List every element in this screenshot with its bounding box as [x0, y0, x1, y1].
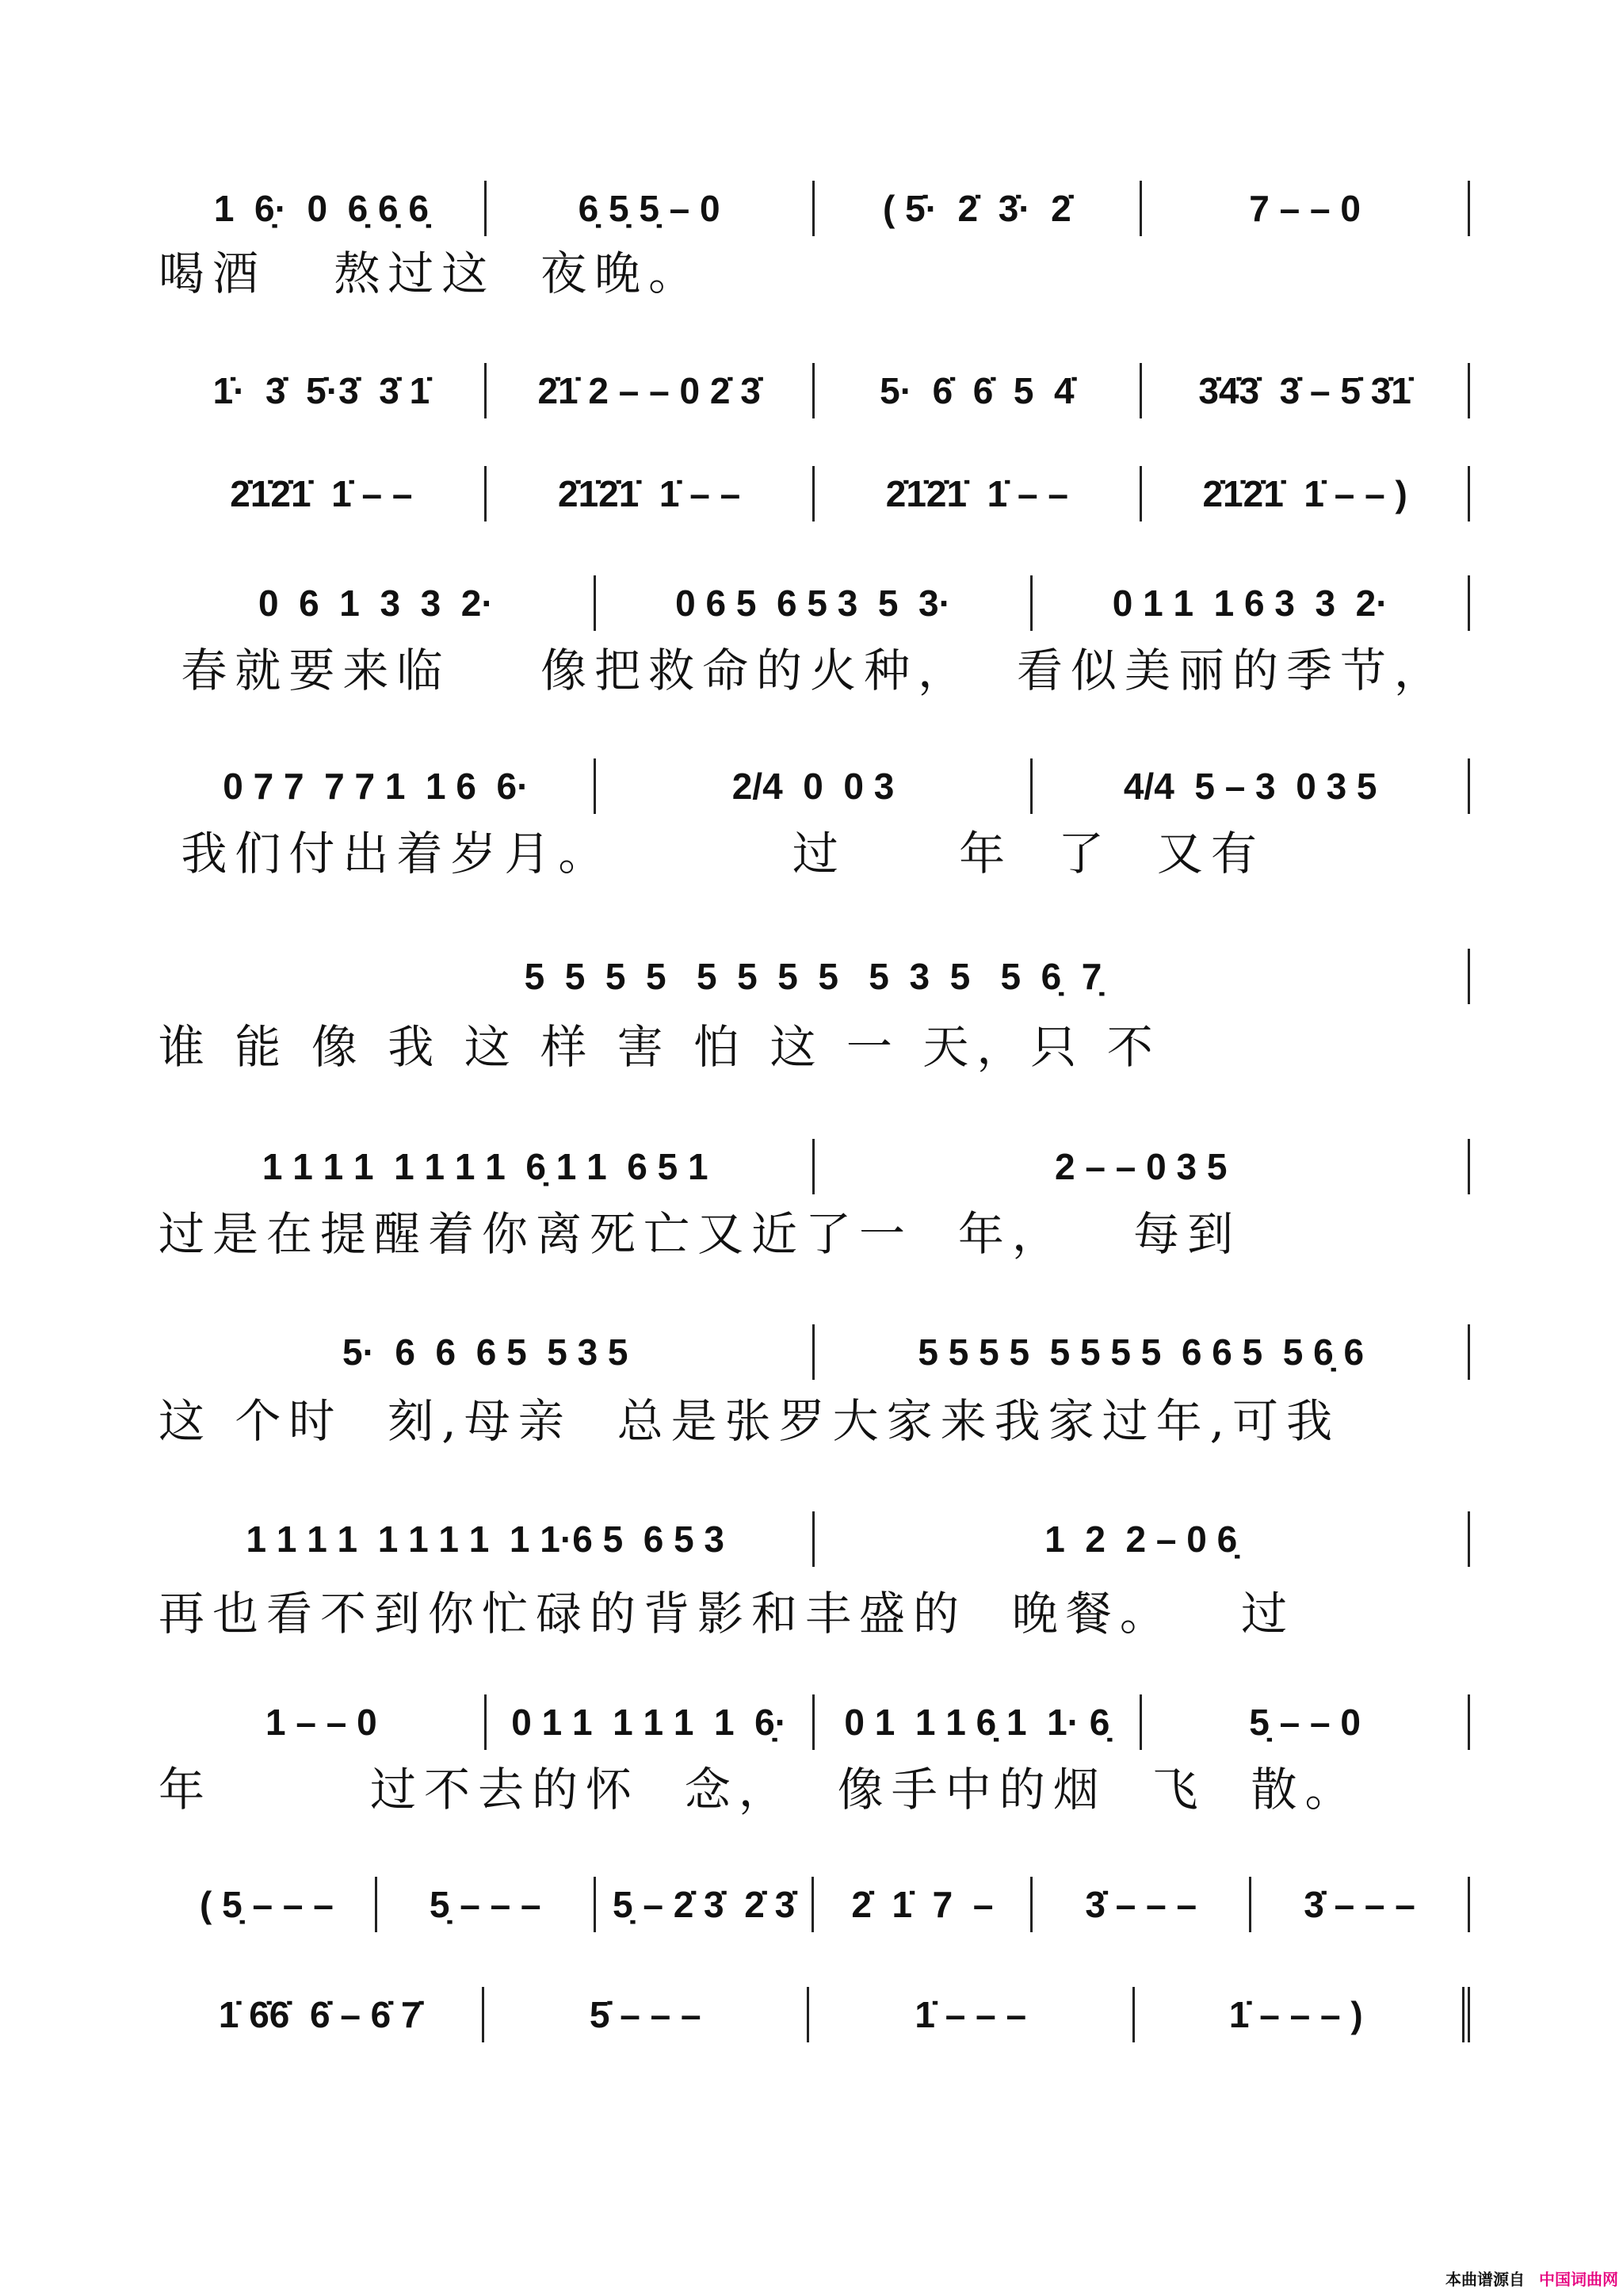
measure: 5̣ – 2̇ 3̇ 2̇ 3̇ [612, 1884, 796, 1925]
measure: 1̇· 3̇ 5̇·3̇ 3̇ 1̇ [212, 370, 430, 411]
measure: 5̣ – – 0 [1249, 1702, 1361, 1743]
measure: 3̇ – – – [1304, 1884, 1415, 1925]
barline [1468, 1139, 1470, 1194]
barline [1468, 1694, 1470, 1750]
barline [1468, 758, 1470, 814]
measure: 3̇ – – – [1085, 1884, 1197, 1925]
measure: 2̇1̇ 2 – – 0 2̇ 3̇ [537, 370, 761, 411]
measure: 5 5 5 5 5 5 5 5 6 6 5 5 6̣ 6 [918, 1331, 1365, 1373]
lyric-line: 年 过不去的怀 念， 像手中的烟 飞 散。 [158, 1763, 1359, 1817]
measure: 0 6 5 6 5 3 5 3· [675, 583, 951, 624]
notation-line [158, 458, 1470, 529]
measure: 2̇1̇2̇1̇ 1̇ – – [558, 473, 741, 514]
lyric-line: 再也看不到你忙碌的背影和丰盛的 晚餐。 过 [158, 1587, 1296, 1641]
watermark-site: 中国词曲网 [1539, 2270, 1618, 2289]
lyric-line: 春就要来临 像把救命的火种， 看似美丽的季节， [158, 644, 1449, 697]
measure: 1̇ – – – ) [1228, 1994, 1363, 2035]
lyric-line: 过是在提醒着你离死亡又近了一 年， 每到 [158, 1207, 1242, 1261]
measure: 5̣ – – – [429, 1884, 541, 1925]
measure: ( 5̇· 2̇ 3̇· 2̇ [883, 188, 1071, 229]
measure: 2̇1̇2̇1̇ 1̇ – – [230, 473, 413, 514]
measure: 0 7 7 7 7 1 1 6 6· [223, 766, 529, 807]
final-barline [1462, 1987, 1470, 2042]
barline [1468, 1324, 1470, 1380]
measure: 5 5 5 5 5 5 5 5 5 3 5 5 6̣ 7̣ [524, 956, 1102, 997]
notation-line [158, 1131, 1470, 1202]
notation-line [158, 355, 1470, 426]
notation-line [158, 1979, 1470, 2050]
measure: 1̇ 6̇6̇ 6̇ – 6̇ 7̇ [218, 1994, 422, 2035]
lyric-line: 谁 能 像 我 这 样 害 怕 这 一 天，只 不 [158, 1020, 1161, 1074]
barline [1468, 575, 1470, 631]
notation-line [158, 1869, 1470, 1940]
lyric-line: 这 个时 刻,母亲 总是张罗大家来我家过年,可我 [158, 1394, 1341, 1448]
notation-line [158, 1316, 1470, 1388]
measure: ( 5̣ – – – [200, 1884, 334, 1925]
barline [1468, 1511, 1470, 1567]
measure: 2̇ 1̇ 7 – [851, 1884, 994, 1925]
measure: 4/4 5 – 3 0 3 5 [1123, 766, 1377, 807]
measure: 1 2 2 – 0 6̣ [1044, 1519, 1238, 1560]
measure: 7 – – 0 [1249, 188, 1361, 229]
measure: 1̇ – – – [915, 1994, 1027, 2035]
notation-line [158, 567, 1470, 639]
barline [1468, 363, 1470, 418]
measure: 0 6 1 3 3 2· [258, 583, 494, 624]
barline [1468, 181, 1470, 236]
notation-line [158, 1503, 1470, 1575]
barline [1468, 466, 1470, 521]
measure: 5· 6̇ 6̇ 5 4̇ [880, 370, 1075, 411]
measure: 1 – – 0 [265, 1702, 377, 1743]
measure: 0 1 1 1 6̣ 1 1· 6̣ [844, 1702, 1110, 1743]
measure: 5̇ – – – [589, 1994, 701, 2035]
measure: 1 1 1 1 1 1 1 1 6̣ 1 1 6 5 1 [262, 1146, 708, 1187]
notation-line [158, 1687, 1470, 1758]
barline [1468, 949, 1470, 1004]
notation-line [158, 173, 1470, 244]
lyric-line: 喝酒 熬过这 夜晚。 [158, 246, 703, 300]
measure: 5· 6 6 6 5 5 3 5 [342, 1331, 628, 1373]
measure: 2 – – 0 3 5 [1055, 1146, 1228, 1187]
measure: 3̇4̇3̇ 3̇ – 5̇ 3̇1̇ [1198, 370, 1411, 411]
watermark [1445, 2267, 1618, 2290]
measure: 0 1 1 1 6 3 3 2· [1112, 583, 1388, 624]
measure: 6̣ 5̣ 5̣ – 0 [578, 188, 720, 229]
notation-line [158, 941, 1470, 1012]
watermark-source: 本曲谱源自 [1445, 2270, 1525, 2289]
measure: 2/4 0 0 3 [731, 766, 895, 807]
measure: 2̇1̇2̇1̇ 1̇ – – [885, 473, 1068, 514]
measure: 0 1 1 1 1 1 1 6̣· [511, 1702, 788, 1743]
barline [1468, 1877, 1470, 1932]
measure: 2̇1̇2̇1̇ 1̇ – – ) [1202, 473, 1407, 514]
notation-line [158, 751, 1470, 822]
measure: 1 6̣· 0 6̣ 6̣ 6̣ [213, 188, 429, 229]
measure: 1 1 1 1 1 1 1 1 1 1·6 5 6 5 3 [246, 1519, 725, 1560]
lyric-line: 我们付出着岁月。 过 年 了 又有 [158, 827, 1265, 881]
